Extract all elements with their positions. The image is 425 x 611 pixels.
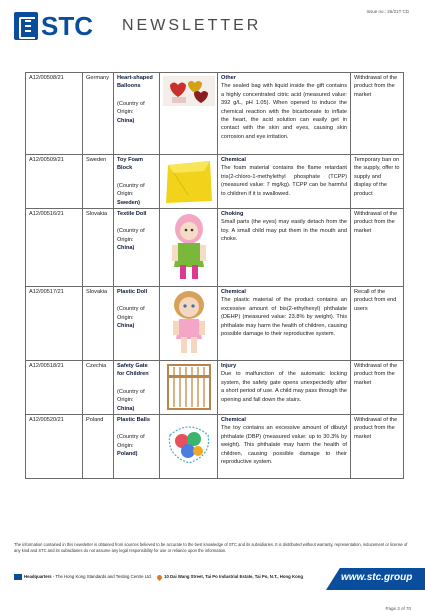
stc-logo-icon [14,12,38,40]
textile-doll-image [160,209,218,285]
table-row [26,361,404,415]
origin-label: (Country of Origin: [117,100,145,116]
origin-label: (Country of Origin: [117,306,145,321]
plastic-doll-image [160,287,218,359]
product-cell [114,361,160,415]
product-name: Heart-shaped Balloons [117,75,153,90]
hq-label: Headquarters [24,574,52,580]
notifying-country: Sweden [83,155,114,209]
notifying-country: Czechia [83,361,114,415]
notification-id: A12/00517/21 [26,287,83,361]
description-cell [218,209,351,287]
table-row [26,73,404,155]
product-name: Plastic Doll [117,289,148,295]
risk-type: Choking [221,211,244,217]
product-cell [114,155,160,209]
measures-taken: Withdrawal of the product from the market [351,73,404,155]
risk-type: Chemical [221,289,246,295]
notifying-country: Poland [83,415,114,479]
notification-id: A12/00518/21 [26,361,83,415]
plastic-balls-image [160,415,218,471]
table-row [26,287,404,361]
product-image-cell [160,287,218,361]
description-cell [218,415,351,479]
disclaimer-text: The information contained in this newsletter is obtained from sources believed to be accurate to the best knowledge of STC and its subsidiaries. It is distributed without warranty, representation, inducement or license of any kind and STC and its subsidiaries do not assume any legal responsibility for use or reliance upon the information. [14,542,408,554]
website-link[interactable]: www.stc.group [341,572,413,583]
origin-label: (Country of Origin: [117,228,145,243]
notifying-country: Germany [83,73,114,155]
origin-country: China) [117,323,135,330]
risk-description: The foam material contains the flame retardant tris(2-chloro-1-methylethyl phosphate (TCPP) (measured value: 7 mg/kg). TCPP can be harmful to children if it is swallowed. [221,165,347,197]
product-image-cell [160,209,218,287]
description-cell [218,73,351,155]
product-cell [114,209,160,287]
headquarters-line [14,574,303,580]
building-icon [14,574,22,580]
product-image-cell [160,155,218,209]
page-number: Page 3 of 70 [385,606,411,611]
origin-country: Poland) [117,451,138,458]
hq-name: - The Hong Kong Standards and Testing Centre Ltd. [51,574,152,580]
measures-taken: Withdrawal of the product from the market [351,415,404,479]
origin-country: China) [117,117,135,124]
risk-description: The sealed bag with liquid inside the gift contains a highly concentrated citric acid (measured value: 392 g/L, pH 1.05). When opened to induce the chemical reaction with the bicarbonate to inflate the heart, the acid solution can easily get in contact with the skin and eyes, causing skin corrosion and eye irritation. [221,83,347,140]
table-row [26,155,404,209]
newsletter-title: NEWSLETTER [122,17,262,34]
logo-text: STC [41,11,93,41]
recall-table [25,72,404,479]
measures-taken: Temporary ban on the supply, offer to supply and display of the product [351,155,404,209]
notification-id: A12/00509/21 [26,155,83,209]
risk-description: The toy contains an excessive amount of dibutyl phthalate (DBP) (measured value: up to 30.3% by weight). This phthalate may harm the health of children, causing possible damage to their reproductive system. [221,425,347,465]
heart-balloons-image [160,73,218,109]
measures-taken: Withdrawal of the product from the market [351,209,404,287]
product-image-cell [160,73,218,155]
description-cell [218,155,351,209]
notification-id: A12/00508/21 [26,73,83,155]
risk-type: Chemical [221,417,246,423]
hq-address: 10 Dai Wang Street, Tai Po Industrial Estate, Tai Po, N.T., Hong Kong [164,574,303,580]
notification-id: A12/00520/21 [26,415,83,479]
risk-description: Due to malfunction of the automatic locking system, the safety gate opens unexpectedly after a short period of use. A child may pass through the opening and fall down the stairs. [221,371,347,403]
origin-country: China) [117,405,135,412]
safety-gate-image [160,361,218,413]
measures-taken: Withdrawal of the product from the market [351,361,404,415]
product-image-cell [160,361,218,415]
stc-logo [14,12,112,40]
risk-type: Injury [221,363,237,369]
product-image-cell [160,415,218,479]
table-row [26,415,404,479]
product-name: Safety Gate for Children [117,363,149,378]
description-cell [218,287,351,361]
product-cell [114,415,160,479]
notification-id: A12/00516/21 [26,209,83,287]
notifying-country: Slovakia [83,209,114,287]
product-name: Textile Doll [117,211,147,217]
origin-label: (Country of Origin: [117,182,145,198]
location-pin-icon [156,573,163,580]
description-cell [218,361,351,415]
risk-description: The plastic material of the product contains an excessive amount of bis(2-ethylhexyl) phthalate (DEHP) (measured value: 23.8% by weight). This phthalate may harm the health of children, causing possible damage to their reproductive system. [221,297,347,337]
risk-type: Other [221,75,236,81]
notifying-country: Slovakia [83,287,114,361]
product-name: Plastic Balls [117,417,150,423]
issue-number: Issue no.: 26/21T CD [366,9,409,14]
product-name: Toy Foam Block [117,157,144,172]
origin-label: (Country of Origin: [117,388,145,404]
risk-description: Small parts (the eyes) may easily detach from the toy. A small child may put them in the mouth and choke. [221,219,347,243]
table-row [26,209,404,287]
origin-label: (Country of Origin: [117,434,145,449]
origin-country: Sweden) [117,199,141,206]
risk-type: Chemical [221,157,246,163]
product-cell [114,287,160,361]
page-header [0,0,425,52]
origin-country: China) [117,245,135,252]
measures-taken: Recall of the product from end users [351,287,404,361]
page-footer [0,560,425,611]
foam-block-image [160,155,218,207]
product-cell [114,73,160,155]
